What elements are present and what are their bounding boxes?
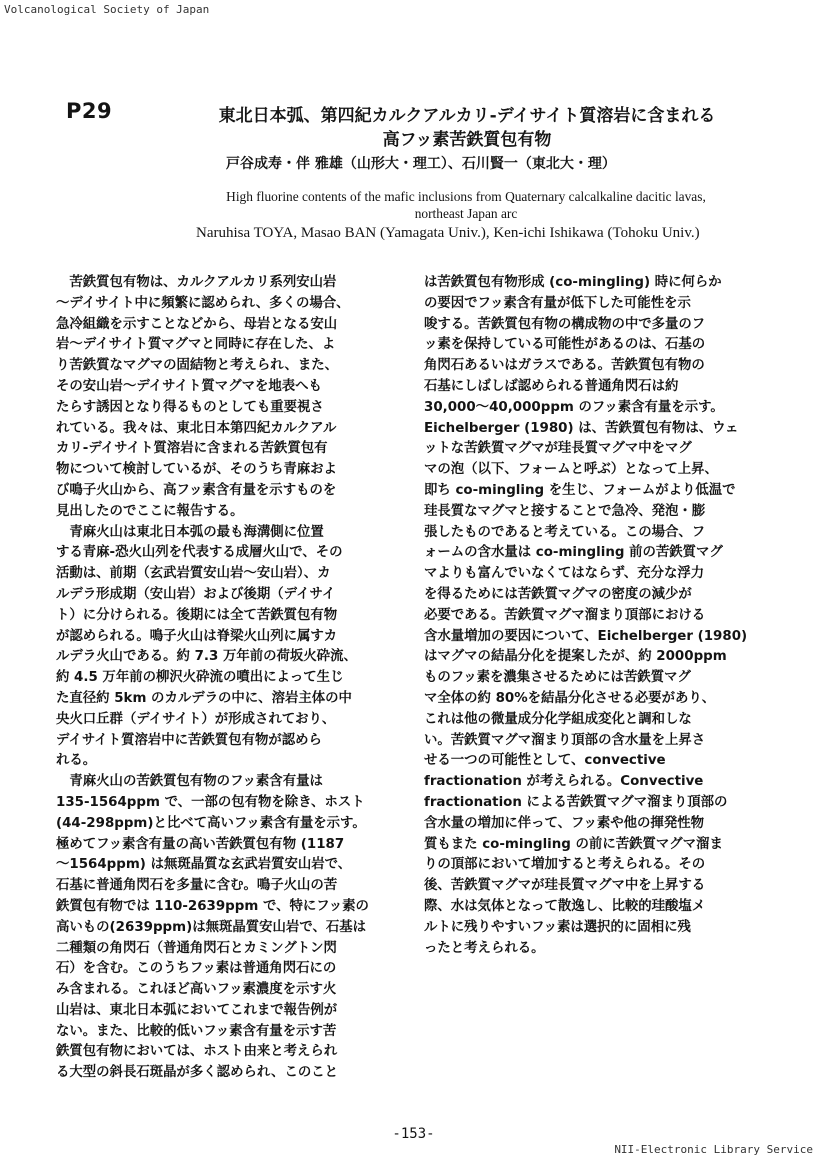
body-line: 含水量増加の要因について、Eichelberger (1980): [424, 628, 748, 644]
body-line: 含水量の増加に伴って、フッ素や他の揮発性物: [424, 815, 704, 831]
body-line: を得るためには苦鉄質マグマの密度の減少が: [424, 586, 692, 602]
body-line: マ全体の約 80%を結晶分化させる必要があり、: [424, 690, 716, 706]
body-line: fractionation が考えられる。Convective: [424, 774, 704, 790]
body-line: 際、水は気体となって散逸し、比較的珪酸塩メ: [424, 898, 706, 914]
body-line: 珪長質なマグマと接することで急冷、発泡・膨: [424, 503, 706, 519]
body-line: 約 4.5 万年前の柳沢火砕流の噴出によって生じ: [56, 670, 344, 686]
body-line: り苦鉄質なマグマの固結物と考えられ、また、: [56, 358, 339, 374]
body-line: fractionation による苦鉄質マグマ溜まり頂部の: [424, 794, 728, 810]
body-line: ォームの含水量は co-mingling 前の苦鉄質マグ: [424, 545, 723, 561]
body-line: 苦鉄質包有物は、カルクアルカリ系列安山岩: [56, 275, 337, 290]
body-line: ルデラ火山である。約 7.3 万年前の荷坂火砕流、: [56, 649, 357, 665]
body-line: 物について検討しているが、そのうち青麻およ: [56, 462, 337, 478]
body-line: りの頂部において増加すると考えられる。その: [424, 857, 706, 873]
library-service-footer: NII-Electronic Library Service: [614, 1143, 813, 1156]
body-line: 青麻火山の苦鉄質包有物のフッ素含有量は: [56, 774, 323, 790]
body-line: 後、苦鉄質マグマが珪長質マグマ中を上昇する: [424, 878, 706, 894]
body-line: その安山岩～デイサイト質マグマを地表へも: [56, 378, 322, 394]
body-line: これは他の微量成分化学組成変化と調和しな: [424, 711, 692, 727]
title-en-line1: High fluorine contents of the mafic inclusions from Quaternary calcalkaline dacitic lavas,: [226, 189, 706, 204]
body-line: れている。我々は、東北日本第四紀カルクアル: [56, 420, 337, 436]
body-line: ト）に分けられる。後期には全て苦鉄質包有物: [56, 607, 338, 623]
body-line: 岩～デイサイト質マグマと同時に存在した、よ: [56, 337, 336, 353]
body-line: た直径約 5km のカルデラの中に、溶岩主体の中: [56, 690, 352, 706]
body-line: ッ素を保持している可能性があるのは、石基の: [424, 337, 706, 353]
body-left-column: [56, 273, 408, 1084]
body-line: れる。: [56, 753, 97, 769]
body-line: ットな苦鉄質マグマが珪長質マグマ中をマグ: [424, 441, 692, 457]
body-line: ～1564ppm) は無斑晶質な玄武岩質安山岩で、: [56, 857, 352, 873]
body-line: 青麻火山は東北日本弧の最も海溝側に位置: [56, 524, 324, 540]
body-line: する青麻-恐火山列を代表する成層火山で、その: [56, 545, 343, 561]
body-line: ルデラ形成期（安山岩）および後期（デイサイ: [56, 586, 336, 602]
body-line: はマグマの結晶分化を提案したが、約 2000ppm: [424, 649, 727, 665]
society-header: Volcanological Society of Japan: [4, 3, 210, 16]
body-line: 135-1564ppm で、一部の包有物を除き、ホスト: [56, 794, 365, 810]
authors-en: Naruhisa TOYA, Masao BAN (Yamagata Univ.), Ken-ichi Ishikawa (Tohoku Univ.): [196, 225, 700, 241]
body-line: ～デイサイト中に頻繁に認められ、多くの場合、: [56, 295, 350, 311]
body-line: い。苦鉄質マグマ溜まり頂部の含水量を上昇さ: [424, 732, 706, 748]
body-line: が認められる。鳴子火山は脊梁火山列に属すカ: [56, 628, 338, 644]
body-line: 質もまた co-mingling の前に苦鉄質マグマ溜ま: [424, 836, 723, 852]
body-line: せる一つの可能性として、convective: [424, 753, 666, 769]
body-line: (44-298ppm)と比べて高いフッ素含有量を示す。: [56, 815, 366, 831]
body-line: デイサイト質溶岩中に苦鉄質包有物が認めら: [56, 732, 322, 748]
paper-id: P29: [66, 99, 113, 123]
body-line: 高いもの(2639ppm)は無斑晶質安山岩で、石基は: [56, 919, 367, 935]
body-line: 石基にしばしば認められる普通角閃石は約: [424, 378, 679, 394]
body-line: 鉄質包有物では 110-2639ppm で、特にフッ素の: [56, 898, 369, 914]
body-line: 山岩は、東北日本弧においてこれまで報告例が: [56, 1002, 338, 1018]
body-line: 30,000～40,000ppm のフッ素含有量を示す。: [424, 399, 724, 415]
body-line: び鳴子火山から、高フッ素含有量を示すものを: [56, 482, 337, 498]
body-line: 見出したのでここに報告する。: [56, 503, 244, 519]
body-line: 央火口丘群（デイサイト）が形成されており、: [56, 711, 336, 727]
body-line: ったと考えられる。: [424, 940, 545, 956]
body-line: ものフッ素を濃集させるためには苦鉄質マグ: [424, 670, 691, 686]
body-line: 角閃石あるいはガラスである。苦鉄質包有物の: [424, 358, 705, 374]
title-jp-line1: 東北日本弧、第四紀カルクアルカリ-デイサイト質溶岩に含まれる: [218, 106, 716, 126]
authors-jp: 戸谷成寿・伴 雅雄（山形大・理工）、石川賢一（東北大・理）: [226, 156, 616, 172]
body-line: 石）を含む。このうちフッ素は普通角閃石にの: [56, 961, 337, 977]
body-line: 二種類の角閃石（普通角閃石とカミングトン閃: [56, 940, 337, 956]
title-en-line2: northeast Japan arc: [414, 206, 518, 221]
body-line: 極めてフッ素含有量の高い苦鉄質包有物 (1187: [56, 836, 345, 852]
body-line: カリ-デイサイト質溶岩に含まれる苦鉄質包有: [56, 441, 328, 457]
body-line: ない。また、比較的低いフッ素含有量を示す苦: [56, 1023, 337, 1039]
body-line: 即ち co-mingling を生じ、フォームがより低温で: [424, 482, 736, 498]
body-right-column: [424, 273, 776, 959]
body-line: み含まれる。これほど高いフッ素濃度を示す火: [56, 982, 337, 998]
body-line: たらす誘因となり得るものとしても重要視さ: [56, 399, 324, 415]
body-line: 張したものであると考えている。この場合、フ: [424, 524, 706, 540]
body-line: 活動は、前期（玄武岩質安山岩～安山岩）、カ: [56, 566, 331, 582]
body-line: マの泡（以下、フォームと呼ぶ）となって上昇、: [424, 462, 718, 478]
body-line: の要因でフッ素含有量が低下した可能性を示: [424, 295, 691, 311]
title-jp-line2: 高フッ素苦鉄質包有物: [382, 130, 552, 150]
body-line: Eichelberger (1980) は、苦鉄質包有物は、ウェ: [424, 420, 739, 436]
body-line: 急冷組織を示すことなどから、母岩となる安山: [56, 316, 338, 332]
body-line: る大型の斜長石斑晶が多く認められ、このこと: [56, 1065, 339, 1081]
body-line: 必要である。苦鉄質マグマ溜まり頂部における: [424, 607, 706, 623]
body-line: マよりも富んでいなくてはならず、充分な浮力: [424, 566, 705, 582]
body-line: 鉄質包有物においては、ホスト由来と考えられ: [56, 1044, 338, 1060]
body-line: ルトに残りやすいフッ素は選択的に固相に残: [424, 919, 691, 935]
body-line: 唆する。苦鉄質包有物の構成物の中で多量のフ: [424, 316, 706, 332]
body-line: は苦鉄質包有物形成 (co-mingling) 時に何らか: [424, 275, 722, 290]
body-line: 石基に普通角閃石を多量に含む。鳴子火山の苦: [56, 878, 338, 894]
page-number: -153-: [392, 1126, 435, 1142]
